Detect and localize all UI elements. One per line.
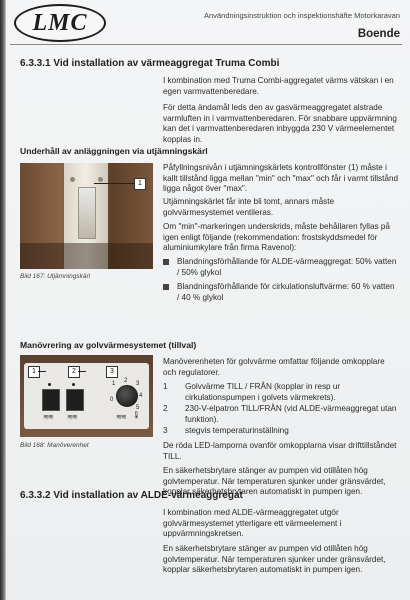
paragraph: En säkerhetsbrytare stänger av pumpen vid otillåten hög golvtemperatur. När temperaturen sjunker under gränsvärdet, kopplar säkerhetsbrytaren automatiskt in pumpen igen. xyxy=(163,544,386,575)
list-item: Blandningsförhållande för cirkulationsluftvärme: 60 % vatten / 40 % glykol xyxy=(163,282,399,303)
temperature-knob xyxy=(116,385,138,407)
header-title: Användningsinstruktion och inspektionshäfte Motorkaravan xyxy=(204,11,400,20)
callout-2: 2 xyxy=(68,366,80,378)
header-divider xyxy=(10,44,402,45)
figure-caption: Bild 167: Utjämningskärl xyxy=(20,273,91,280)
header-section: Boende xyxy=(357,28,400,40)
paragraph: De röda LED-lamporna ovanför omkopplarna visar drifttillståndet TILL. xyxy=(163,441,397,461)
expansion-tank-photo xyxy=(20,163,153,269)
paragraph: I kombination med Truma Combi-aggregatet värms vätskan i en egen varmvattenberedare. xyxy=(163,76,394,96)
lmc-logo: LMC xyxy=(14,4,106,42)
heat-wave-icon: ≋≋ xyxy=(43,414,53,421)
callout-1: 1 xyxy=(134,178,146,190)
list-item: 3 stegvis temperaturinställning xyxy=(163,426,289,435)
page-binding xyxy=(0,0,6,600)
paragraph: Manöverenheten för golvvärme omfattar följande omkopplare och regulatorer. xyxy=(163,357,385,377)
section-heading-maintenance: Underhåll av anläggningen via utjämningskärl xyxy=(20,146,208,156)
list-item: 1 Golvvärme TILL / FRÅN (kopplar in resp ur cirkulationspumpen i golvets värmekrets). xyxy=(163,382,341,402)
callout-3: 3 xyxy=(106,366,118,378)
floor-heating-switch xyxy=(42,389,60,411)
callout-1: 1 xyxy=(28,366,40,378)
heating-element-switch xyxy=(66,389,84,411)
heat-wave-icon: ≋≋ xyxy=(116,414,126,421)
bullet-icon xyxy=(163,284,169,290)
paragraph: Påfyllningsnivån i utjämningskärlets kontrollfönster (1) måste i kallt tillstånd ligga mellan "min" och "max" och får i varmt tillstånd ligga något över "max". xyxy=(163,163,399,194)
control-unit-photo: 1 2 3 ≋≋ ≋≋ 1 2 3 4 5 0 ≋≋ 🌡 xyxy=(20,355,153,437)
bullet-icon xyxy=(163,259,169,265)
paragraph: I kombination med ALDE-värmeaggregatet utgör golvvärmesystemet ytterligare ett värmeelement i uppvärmningskretsen. xyxy=(163,508,342,539)
list-item: Blandningsförhållande för ALDE-värmeaggregat: 50% vatten / 50% glykol xyxy=(163,257,399,278)
control-window xyxy=(78,187,96,239)
list-item: 2 230-V-elpatron TILL/FRÅN (vid ALDE-värmeaggregat utan funktion). xyxy=(163,404,397,424)
section-heading-truma: 6.3.3.1 Vid installation av värmeaggregat Truma Combi xyxy=(20,58,280,69)
thermometer-icon: 🌡 xyxy=(132,412,140,419)
paragraph: För detta ändamål leds den av gasvärmeaggregatet alstrade varmluften in i varmvattenberedaren. För snabbare uppvärmning kan det i varmvattenberedaren inbyggda 230 V värmeelementet kopplas in. xyxy=(163,103,397,144)
figure-caption: Bild 168: Manöverenhet xyxy=(20,442,89,449)
led-indicator xyxy=(72,383,75,386)
paragraph: Om "min"-markeringen underskrids, måste behållaren fyllas på igen enligt följande (rekommendation: frostskyddsmedel för aluminiumkylare från firma Ravenol): xyxy=(163,222,390,253)
section-heading-alde: 6.3.3.2 Vid installation av ALDE-värmeaggregat xyxy=(20,490,243,501)
heat-wave-icon: ≋≋ xyxy=(67,414,77,421)
paragraph: En säkerhetsbrytare stänger av pumpen vid otillåten hög golvtemperatur. När temperaturen sjunker under gränsvärdet, kopplar säkerhetsbrytaren automatiskt in pumpen igen. xyxy=(163,466,386,497)
led-indicator xyxy=(48,383,51,386)
section-heading-operation: Manövrering av golvvärmesystemet (tillval) xyxy=(20,340,197,350)
paragraph: Utjämningskärlet får inte bli tomt, annars måste golvvärmesystemet ventileras. xyxy=(163,197,335,217)
